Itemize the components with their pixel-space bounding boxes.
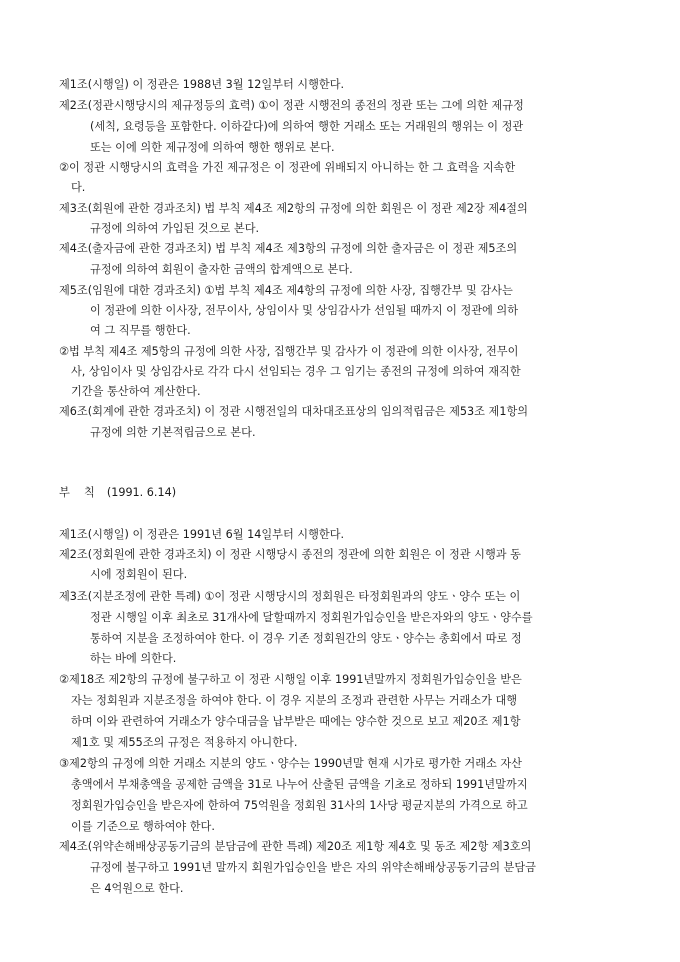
article-6-line-1: 제6조(회계에 관한 경과조치) 이 정관 시행전일의 대차대조표상의 임의적립금은 제53조 제1항의 [59,405,529,418]
article-5-para-2-line-2: 사, 상임이사 및 상임감사로 각각 다시 선임되는 경우 그 임기는 종전의 규정에 의하여 재직한 [71,365,521,378]
addenda-article-2-line-2: 시에 정회원이 된다. [90,568,188,581]
article-5-line-2: 이 정관에 의한 이사장, 전무이사, 상임이사 및 상임감사가 선임될 때까지 이 정관에 의하 [90,304,519,317]
addenda-article-4-line-1: 제4조(위약손해배상공동기금의 분담금에 관한 특례) 제20조 제1항 제4호 및 동조 제2항 제3호의 [59,840,532,853]
addenda-article-3-para-3-line-3: 정회원가입승인을 받은자에 한하여 75억원을 정회원 31사의 1사당 평균지분의 가격으로 하고 [71,799,528,812]
addenda-article-2-line-1: 제2조(정회원에 관한 경과조치) 이 정관 시행당시 종전의 정관에 의한 회원은 이 정관 시행과 동 [59,548,521,561]
addenda-article-3-para-2-line-4: 제1호 및 제55조의 규정은 적용하지 아니한다. [71,736,298,749]
article-2-para-2-line-2: 다. [71,181,86,194]
addenda-heading-label: 부 칙 [59,486,95,499]
addenda-article-3-para-2-line-1: ②제18조 제2항의 규정에 불구하고 이 정관 시행일 이후 1991년말까지 정회원가입승인을 받은 [59,673,522,686]
addenda-article-3-para-2-line-2: 자는 정회원과 지분조정을 하여야 한다. 이 경우 지분의 조정과 관련한 사무는 거래소가 대행 [71,694,518,707]
addenda-article-3-line-4: 하는 바에 의한다. [90,652,177,665]
addenda-article-3-para-3-line-1: ③제2항의 규정에 의한 거래소 지분의 양도ㆍ양수는 1990년말 현재 시가로 평가한 거래소 자산 [59,757,522,770]
article-2-line-3: 또는 이에 의한 제규정에 의하여 행한 행위로 본다. [90,141,335,154]
article-1-line-1: 제1조(시행일) 이 정관은 1988년 3월 12일부터 시행한다. [59,78,345,91]
article-6-line-2: 규정에 의한 기본적립금으로 본다. [90,426,256,439]
addenda-article-3-para-3-line-2: 총액에서 부채총액을 공제한 금액을 31로 나누어 산출된 금액을 기초로 정하되 1991년말까지 [71,778,528,791]
addenda-heading-date: (1991. 6.14) [106,486,177,499]
article-5-line-3: 여 그 직무를 행한다. [90,324,191,337]
article-2-line-1: 제2조(정관시행당시의 제규정등의 효력) ①이 정관 시행전의 종전의 정관 또는 그에 의한 제규정 [59,99,524,112]
addenda-article-3-line-3: 통하여 지분을 조정하여야 한다. 이 경우 기존 정회원간의 양도ㆍ양수는 총회에서 따로 정 [90,632,522,645]
article-2-para-2-line-1: ②이 정관 시행당시의 효력을 가진 제규정은 이 정관에 위배되지 아니하는 한 그 효력을 지속한 [59,161,516,174]
article-5-para-2-line-3: 기간을 통산하여 계산한다. [71,385,201,398]
addenda-article-3-line-2: 정관 시행일 이후 최초로 31개사에 달할때까지 정회원가입승인을 받은자와의 양도ㆍ양수를 [90,611,533,624]
article-2-line-2: (세칙, 요령등을 포함한다. 이하같다)에 의하여 행한 거래소 또는 거래원의 행위는 이 정관 [90,120,524,133]
addenda-article-4-line-2: 규정에 불구하고 1991년 말까지 회원가입승인을 받은 자의 위약손해배상공동기금의 분담금 [90,861,536,874]
article-5-line-1: 제5조(임원에 대한 경과조치) ①법 부칙 제4조 제4항의 규정에 의한 사장, 집행간부 및 감사는 [59,284,513,297]
addenda-article-3-line-1: 제3조(지분조정에 관한 특례) ①이 정관 시행당시의 정회원은 타정회원과의 양도ㆍ양수 또는 이 [59,590,521,603]
addenda-heading [59,486,176,500]
article-5-para-2-line-1: ②법 부칙 제4조 제5항의 규정에 의한 사장, 집행간부 및 감사가 이 정관에 의한 이사장, 전무이 [59,345,519,358]
addenda-article-3-para-2-line-3: 하며 이와 관련하여 거래소가 양수대금을 납부받은 때에는 양수한 것으로 보고 제20조 제1항 [71,715,521,728]
addenda-article-1-line-1: 제1조(시행일) 이 정관은 1991년 6월 14일부터 시행한다. [59,528,345,541]
article-4-line-1: 제4조(출자금에 관한 경과조치) 법 부칙 제4조 제3항의 규정에 의한 출자금은 이 정관 제5조의 [59,242,518,255]
article-3-line-1: 제3조(회원에 관한 경과조치) 법 부칙 제4조 제2항의 규정에 의한 회원은 이 정관 제2장 제4절의 [59,202,528,215]
addenda-article-3-para-3-line-4: 이를 기준으로 행하여야 한다. [71,820,215,833]
article-4-line-2: 규정에 의하여 회원이 출자한 금액의 합계액으로 본다. [90,263,353,276]
addenda-article-4-line-3: 은 4억원으로 한다. [90,882,184,895]
article-3-line-2: 규정에 의하여 가입된 것으로 본다. [90,222,260,235]
